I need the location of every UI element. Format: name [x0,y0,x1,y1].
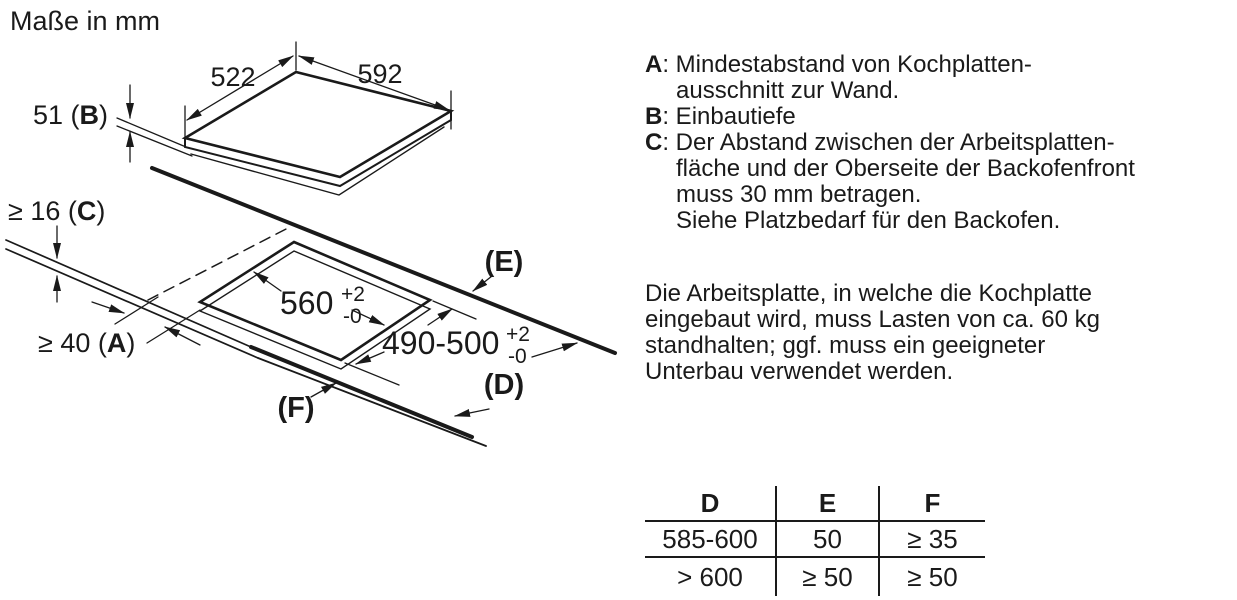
legend-line [645,78,1220,104]
worktop-note [645,281,1220,385]
table-cell-f1: ≥ 35 [878,522,985,558]
cutout-width-tol-plus: +2 [341,283,365,306]
dim-592-label: 592 [357,59,403,89]
note-line: standhalten; ggf. muss ein geeigneter [645,332,1046,359]
cutout-ext-right-top [433,301,476,319]
cutout-depth-tol-minus: -0 [508,345,527,368]
table-cell-d1: 585-600 [645,522,775,558]
cutout-width-value: 560 [280,285,334,321]
dim-490-arrow-up [428,309,452,325]
legend-key-b: B [645,103,663,130]
dim-c-label: ≥ 16 (C) [8,196,106,226]
dim-b-label: 51 (B) [33,100,109,130]
legend-text: ausschnitt zur Wand. [676,77,900,104]
table-cell-e1: 50 [775,522,878,558]
note-line: Die Arbeitsplatte, in welche die Kochplatte [645,280,1092,307]
page-title: Maße in mm [10,6,161,36]
def-table [645,486,985,596]
legend-text: : Der Abstand zwischen der Arbeitsplatten- [662,129,1115,156]
dim-a-ext-left [115,297,158,324]
legend-key-c: C [645,129,663,156]
table-header-e: E [775,486,878,522]
dim-b-ext-bottom [117,126,192,156]
label-f-leader [311,383,336,397]
dim-490-arrow-down [356,352,384,364]
cutout-ext-right-bottom [345,363,399,385]
legend-text: : Mindestabstand von Kochplatten- [662,51,1032,78]
dim-a-ext-right [147,310,200,343]
table-cell-d2: > 600 [677,561,743,592]
legend-key-a: A [645,51,663,78]
cutout-depth-tol-plus: +2 [506,323,530,346]
legend-text: muss 30 mm betragen. [676,181,922,208]
table-cell-f2: ≥ 50 [878,558,985,596]
legend-text: Siehe Platzbedarf für den Backofen. [676,207,1061,234]
legend-text: fläche und der Oberseite der Backofenfront [676,155,1135,182]
legend-line [645,208,1220,234]
legend-line [645,130,1220,156]
label-e: (E) [484,246,524,278]
dim-b-ext-top [117,118,186,147]
dim-d-line-lower [455,409,489,416]
legend [645,52,1220,234]
note-line: eingebaut wird, muss Lasten von ca. 60 kg [645,306,1100,333]
dim-522-label: 522 [210,62,256,92]
dim-a-arrow-right [165,327,200,345]
dim-d-line-upper [532,343,577,357]
legend-line [645,52,1220,78]
note-line: Unterbau verwendet werden. [645,358,954,385]
cutout-width-tol-minus: -0 [343,305,362,328]
dim-a-arrow-left [92,302,124,313]
legend-line [645,156,1220,182]
label-f: (F) [277,392,315,424]
legend-line [645,104,1220,130]
legend-line [645,182,1220,208]
legend-text: : Einbautiefe [662,103,796,130]
table-header-d: D [645,486,775,522]
dim-a-label: ≥ 40 (A) [38,328,136,358]
cutout-depth-value: 490-500 [382,325,500,361]
table-cell-e2: ≥ 50 [775,558,878,596]
table-header-f: F [878,486,985,522]
label-d: (D) [483,369,525,401]
label-e-leader [473,276,492,291]
